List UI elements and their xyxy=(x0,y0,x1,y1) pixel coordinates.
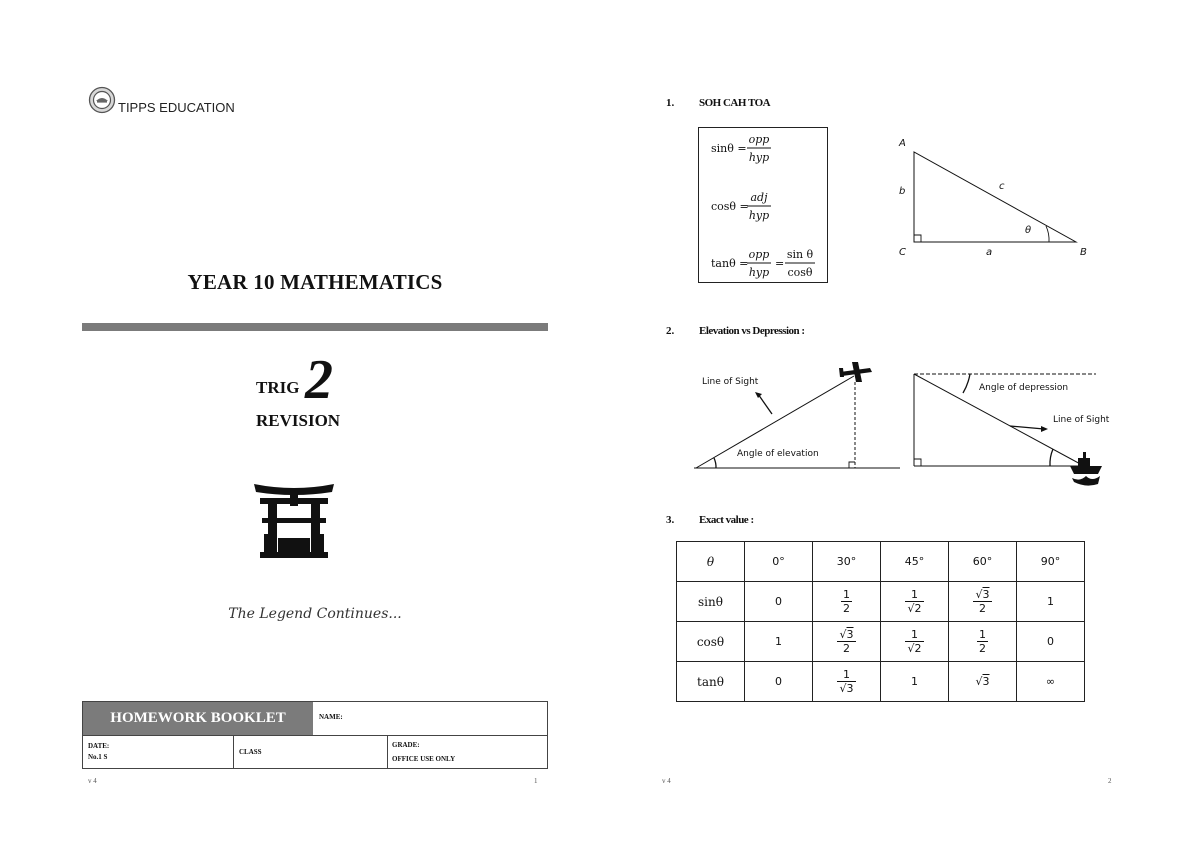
value-cell: √3 xyxy=(949,662,1017,702)
angle-header: 60° xyxy=(949,542,1017,582)
section-title: Exact value : xyxy=(699,514,754,526)
section-title: Elevation vs Depression : xyxy=(699,325,805,337)
value-cell: $\frac{1}{2}$ xyxy=(813,582,881,622)
value-cell: 1 xyxy=(1017,582,1085,622)
exact-values-table xyxy=(676,541,1085,702)
value-cell: $\frac{1}{2}$ xyxy=(949,622,1017,662)
angle-header: 30° xyxy=(813,542,881,582)
tan-den2: cosθ xyxy=(787,266,813,279)
page-number: 2 xyxy=(1108,777,1112,785)
angle-header: 0° xyxy=(745,542,813,582)
angle-of-depression-label: Angle of depression xyxy=(979,383,1069,393)
value-cell: 1 xyxy=(881,662,949,702)
airplane-icon xyxy=(839,362,872,382)
sin-lhs: sinθ = xyxy=(711,142,747,155)
value-cell: $\frac{1}{√2}$ xyxy=(881,622,949,662)
box-divider xyxy=(387,735,388,768)
footer-version: v 4 xyxy=(662,777,671,785)
page-number: 1 xyxy=(534,777,538,785)
trig-subtitle: REVISION xyxy=(256,411,341,430)
value-cell: 1 xyxy=(745,622,813,662)
tipps-logo-icon xyxy=(88,86,116,119)
section-number: 1. xyxy=(666,97,675,109)
value-cell: $\frac{1}{√3}$ xyxy=(813,662,881,702)
angle-of-elevation-label: Angle of elevation xyxy=(737,449,819,459)
tan-num: opp xyxy=(748,248,770,261)
vertex-c-label: C xyxy=(899,247,906,258)
table-header-row xyxy=(677,542,1085,582)
function-label: sinθ xyxy=(677,582,745,622)
function-label: cosθ xyxy=(677,622,745,662)
section-number: 3. xyxy=(666,514,675,526)
homework-booklet-box xyxy=(82,701,548,769)
value-cell: ∞ xyxy=(1017,662,1085,702)
tan-eq: = xyxy=(775,257,785,270)
torii-gate-icon xyxy=(252,478,336,565)
sin-den: hyp xyxy=(748,151,770,164)
value-cell: $\frac{1}{√2}$ xyxy=(881,582,949,622)
soh-cah-toa-box xyxy=(698,127,828,283)
side-b-label: b xyxy=(899,186,906,197)
depression-diagram xyxy=(910,366,1120,497)
section-number: 2. xyxy=(666,325,675,337)
vertex-b-label: B xyxy=(1080,247,1087,258)
class-label: CLASS xyxy=(239,748,262,756)
side-a-label: a xyxy=(986,247,993,258)
footer-version: v 4 xyxy=(88,777,97,785)
vertex-a-label: A xyxy=(899,138,906,149)
table-row xyxy=(677,582,1085,622)
line-of-sight-label: Line of Sight xyxy=(702,377,759,387)
title-divider xyxy=(82,323,548,331)
angle-header: 90° xyxy=(1017,542,1085,582)
grade-label: GRADE: xyxy=(392,741,420,749)
elevation-diagram xyxy=(692,360,904,481)
value-cell: $\frac{√3}{2}$ xyxy=(949,582,1017,622)
table-row xyxy=(677,622,1085,662)
date-value: No.1 S xyxy=(88,753,108,761)
value-cell: $\frac{√3}{2}$ xyxy=(813,622,881,662)
cos-num: adj xyxy=(750,191,768,204)
name-label: NAME: xyxy=(319,713,343,721)
box-divider xyxy=(83,735,547,736)
side-c-label: c xyxy=(999,181,1005,192)
cos-den: hyp xyxy=(748,209,770,222)
booklet-header: HOMEWORK BOOKLET xyxy=(83,702,313,735)
section-title: SOH CAH TOA xyxy=(699,97,771,109)
page-title: YEAR 10 MATHEMATICS xyxy=(187,270,443,294)
office-use-label: OFFICE USE ONLY xyxy=(392,755,456,763)
table-row xyxy=(677,662,1085,702)
angle-header: 45° xyxy=(881,542,949,582)
trig-word: TRIG xyxy=(256,378,300,397)
theta-header: θ xyxy=(677,542,745,582)
theta-label: θ xyxy=(1025,225,1032,236)
date-label: DATE: xyxy=(88,742,110,750)
value-cell: 0 xyxy=(745,662,813,702)
function-label: tanθ xyxy=(677,662,745,702)
sin-num: opp xyxy=(748,133,770,146)
value-cell: 0 xyxy=(745,582,813,622)
tan-lhs: tanθ = xyxy=(711,257,749,270)
tagline: The Legend Continues... xyxy=(228,606,402,622)
trig-number: 2 xyxy=(305,349,333,411)
box-divider xyxy=(233,735,234,768)
right-triangle-diagram xyxy=(890,132,1100,269)
logo-text: TIPPS EDUCATION xyxy=(118,100,235,115)
value-cell: 0 xyxy=(1017,622,1085,662)
cos-lhs: cosθ = xyxy=(711,200,749,213)
boat-icon xyxy=(1070,452,1102,486)
tan-num2: sin θ xyxy=(786,248,814,261)
tan-den: hyp xyxy=(748,266,770,279)
line-of-sight-label: Line of Sight xyxy=(1053,415,1110,425)
